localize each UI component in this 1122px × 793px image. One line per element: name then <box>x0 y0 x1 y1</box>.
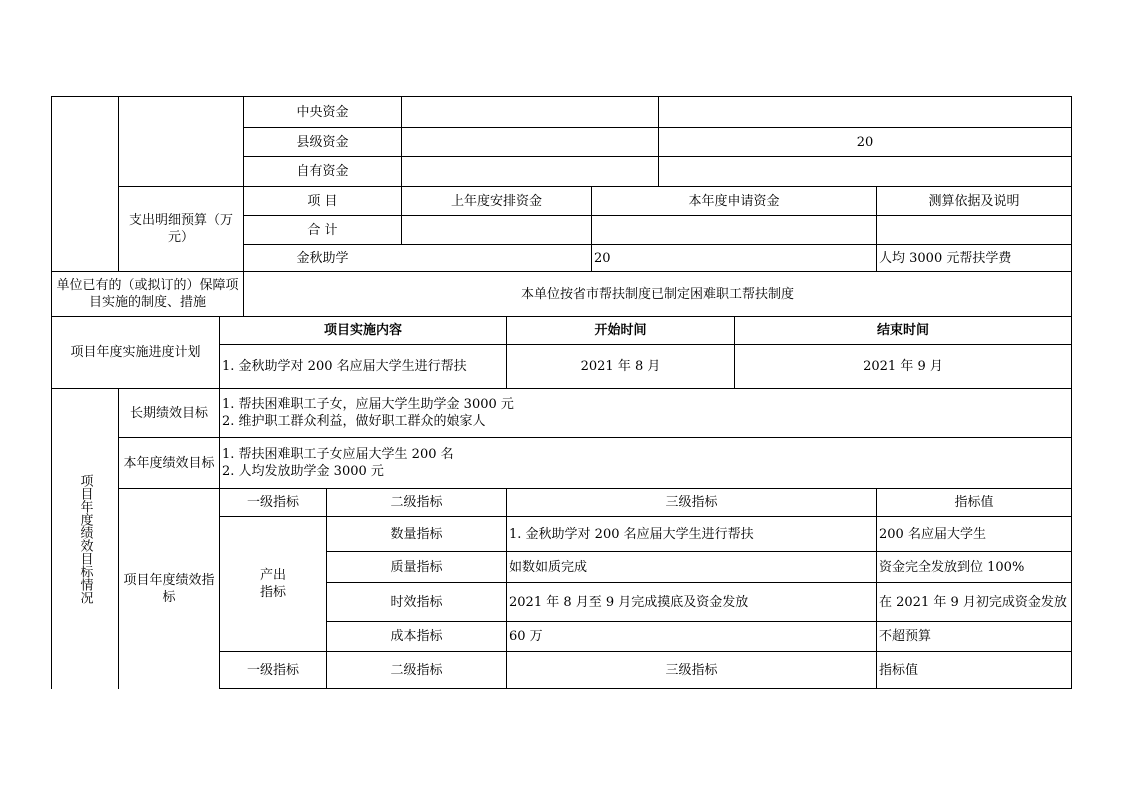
schedule-label: 项目年度实施进度计划 <box>70 345 201 360</box>
annual-goal-text <box>220 438 1071 488</box>
expense-total-label: 合 计 <box>307 222 338 238</box>
indicator-row-4-level2: 成本指标 <box>390 629 443 644</box>
indicator-row-1-level3: 1. 金秋助学对 200 名应届大学生进行帮扶 <box>509 526 754 542</box>
annual-goal-label: 本年度绩效目标 <box>123 455 215 471</box>
indicator-footer-level1: 一级指标 <box>246 662 299 678</box>
indicator-row-2-value: 资金完全发放到位 100% <box>879 559 1025 575</box>
expense-item-current: 20 <box>594 250 611 266</box>
expense-item-note: 人均 3000 元帮扶学费 <box>879 250 1012 266</box>
schedule-row-start: 2021 年 8 月 <box>580 359 661 374</box>
indicator-label: 项目年度绩效指标 <box>123 572 215 605</box>
indicator-header-level2: 二级指标 <box>390 495 443 510</box>
indicator-row-4-value: 不超预算 <box>879 629 932 644</box>
longterm-goal-line-1: 1. 帮扶困难职工子女，应届大学生助学金 3000 元 <box>222 397 514 412</box>
schedule-row-end: 2021 年 9 月 <box>863 359 943 374</box>
goals-section-text: 项目年度绩效目标情况 <box>77 473 93 604</box>
longterm-goal-line-2: 2. 维护职工群众利益，做好职工群众的娘家人 <box>222 414 486 429</box>
goals-section-label <box>52 389 118 688</box>
county-funding-label: 县级资金 <box>296 134 349 150</box>
expense-header-this-year: 本年度申请资金 <box>688 193 780 209</box>
indicator-row-4-level3: 60 万 <box>509 629 543 644</box>
system-label: 单位已有的（或拟订的）保障项目实施的制度、措施 <box>56 278 239 310</box>
schedule-header-end: 结束时间 <box>876 323 929 338</box>
indicator-header-level3: 三级指标 <box>665 495 718 510</box>
expense-header-item: 项 目 <box>307 193 338 209</box>
system-value: 本单位按省市帮扶制度已制定困难职工帮扶制度 <box>520 286 794 302</box>
expense-item-label: 金秋助学 <box>296 250 349 266</box>
indicator-footer-level3: 三级指标 <box>665 662 718 678</box>
expense-header-basis: 测算依据及说明 <box>928 193 1020 209</box>
central-funding-label: 中央资金 <box>296 104 349 120</box>
indicator-header-value: 指标值 <box>954 495 994 510</box>
indicator-header-level1: 一级指标 <box>246 495 299 510</box>
schedule-header-start: 开始时间 <box>594 323 647 338</box>
indicator-row-1-level2: 数量指标 <box>390 526 443 542</box>
indicator-footer-value: 指标值 <box>879 662 919 678</box>
annual-goal-line-1: 1. 帮扶困难职工子女应届大学生 200 名 <box>222 447 454 462</box>
indicator-row-3-value: 在 2021 年 9 月初完成资金发放 <box>879 594 1067 610</box>
expense-section-label: 支出明细预算（万元） <box>128 213 233 245</box>
schedule-row-content: 1. 金秋助学对 200 名应届大学生进行帮扶 <box>222 359 467 374</box>
indicator-row-2-level2: 质量指标 <box>390 559 443 575</box>
indicator-row-3-level2: 时效指标 <box>390 594 443 610</box>
indicator-row-3-level3: 2021 年 8 月至 9 月完成摸底及资金发放 <box>509 594 749 610</box>
annual-goal-line-2: 2. 人均发放助学金 3000 元 <box>222 464 384 479</box>
longterm-goal-label: 长期绩效目标 <box>129 405 208 421</box>
indicator-row-2-level3: 如数如质完成 <box>509 559 588 575</box>
county-funding-value: 20 <box>856 134 874 150</box>
schedule-header-content: 项目实施内容 <box>323 323 402 338</box>
longterm-goal-text <box>220 389 1071 437</box>
expense-header-last-year: 上年度安排资金 <box>450 193 542 209</box>
output-indicator-label: 产出指标 <box>259 568 286 600</box>
own-funding-label: 自有资金 <box>296 164 349 179</box>
indicator-footer-level2: 二级指标 <box>390 662 443 678</box>
indicator-row-1-value: 200 名应届大学生 <box>879 526 986 542</box>
